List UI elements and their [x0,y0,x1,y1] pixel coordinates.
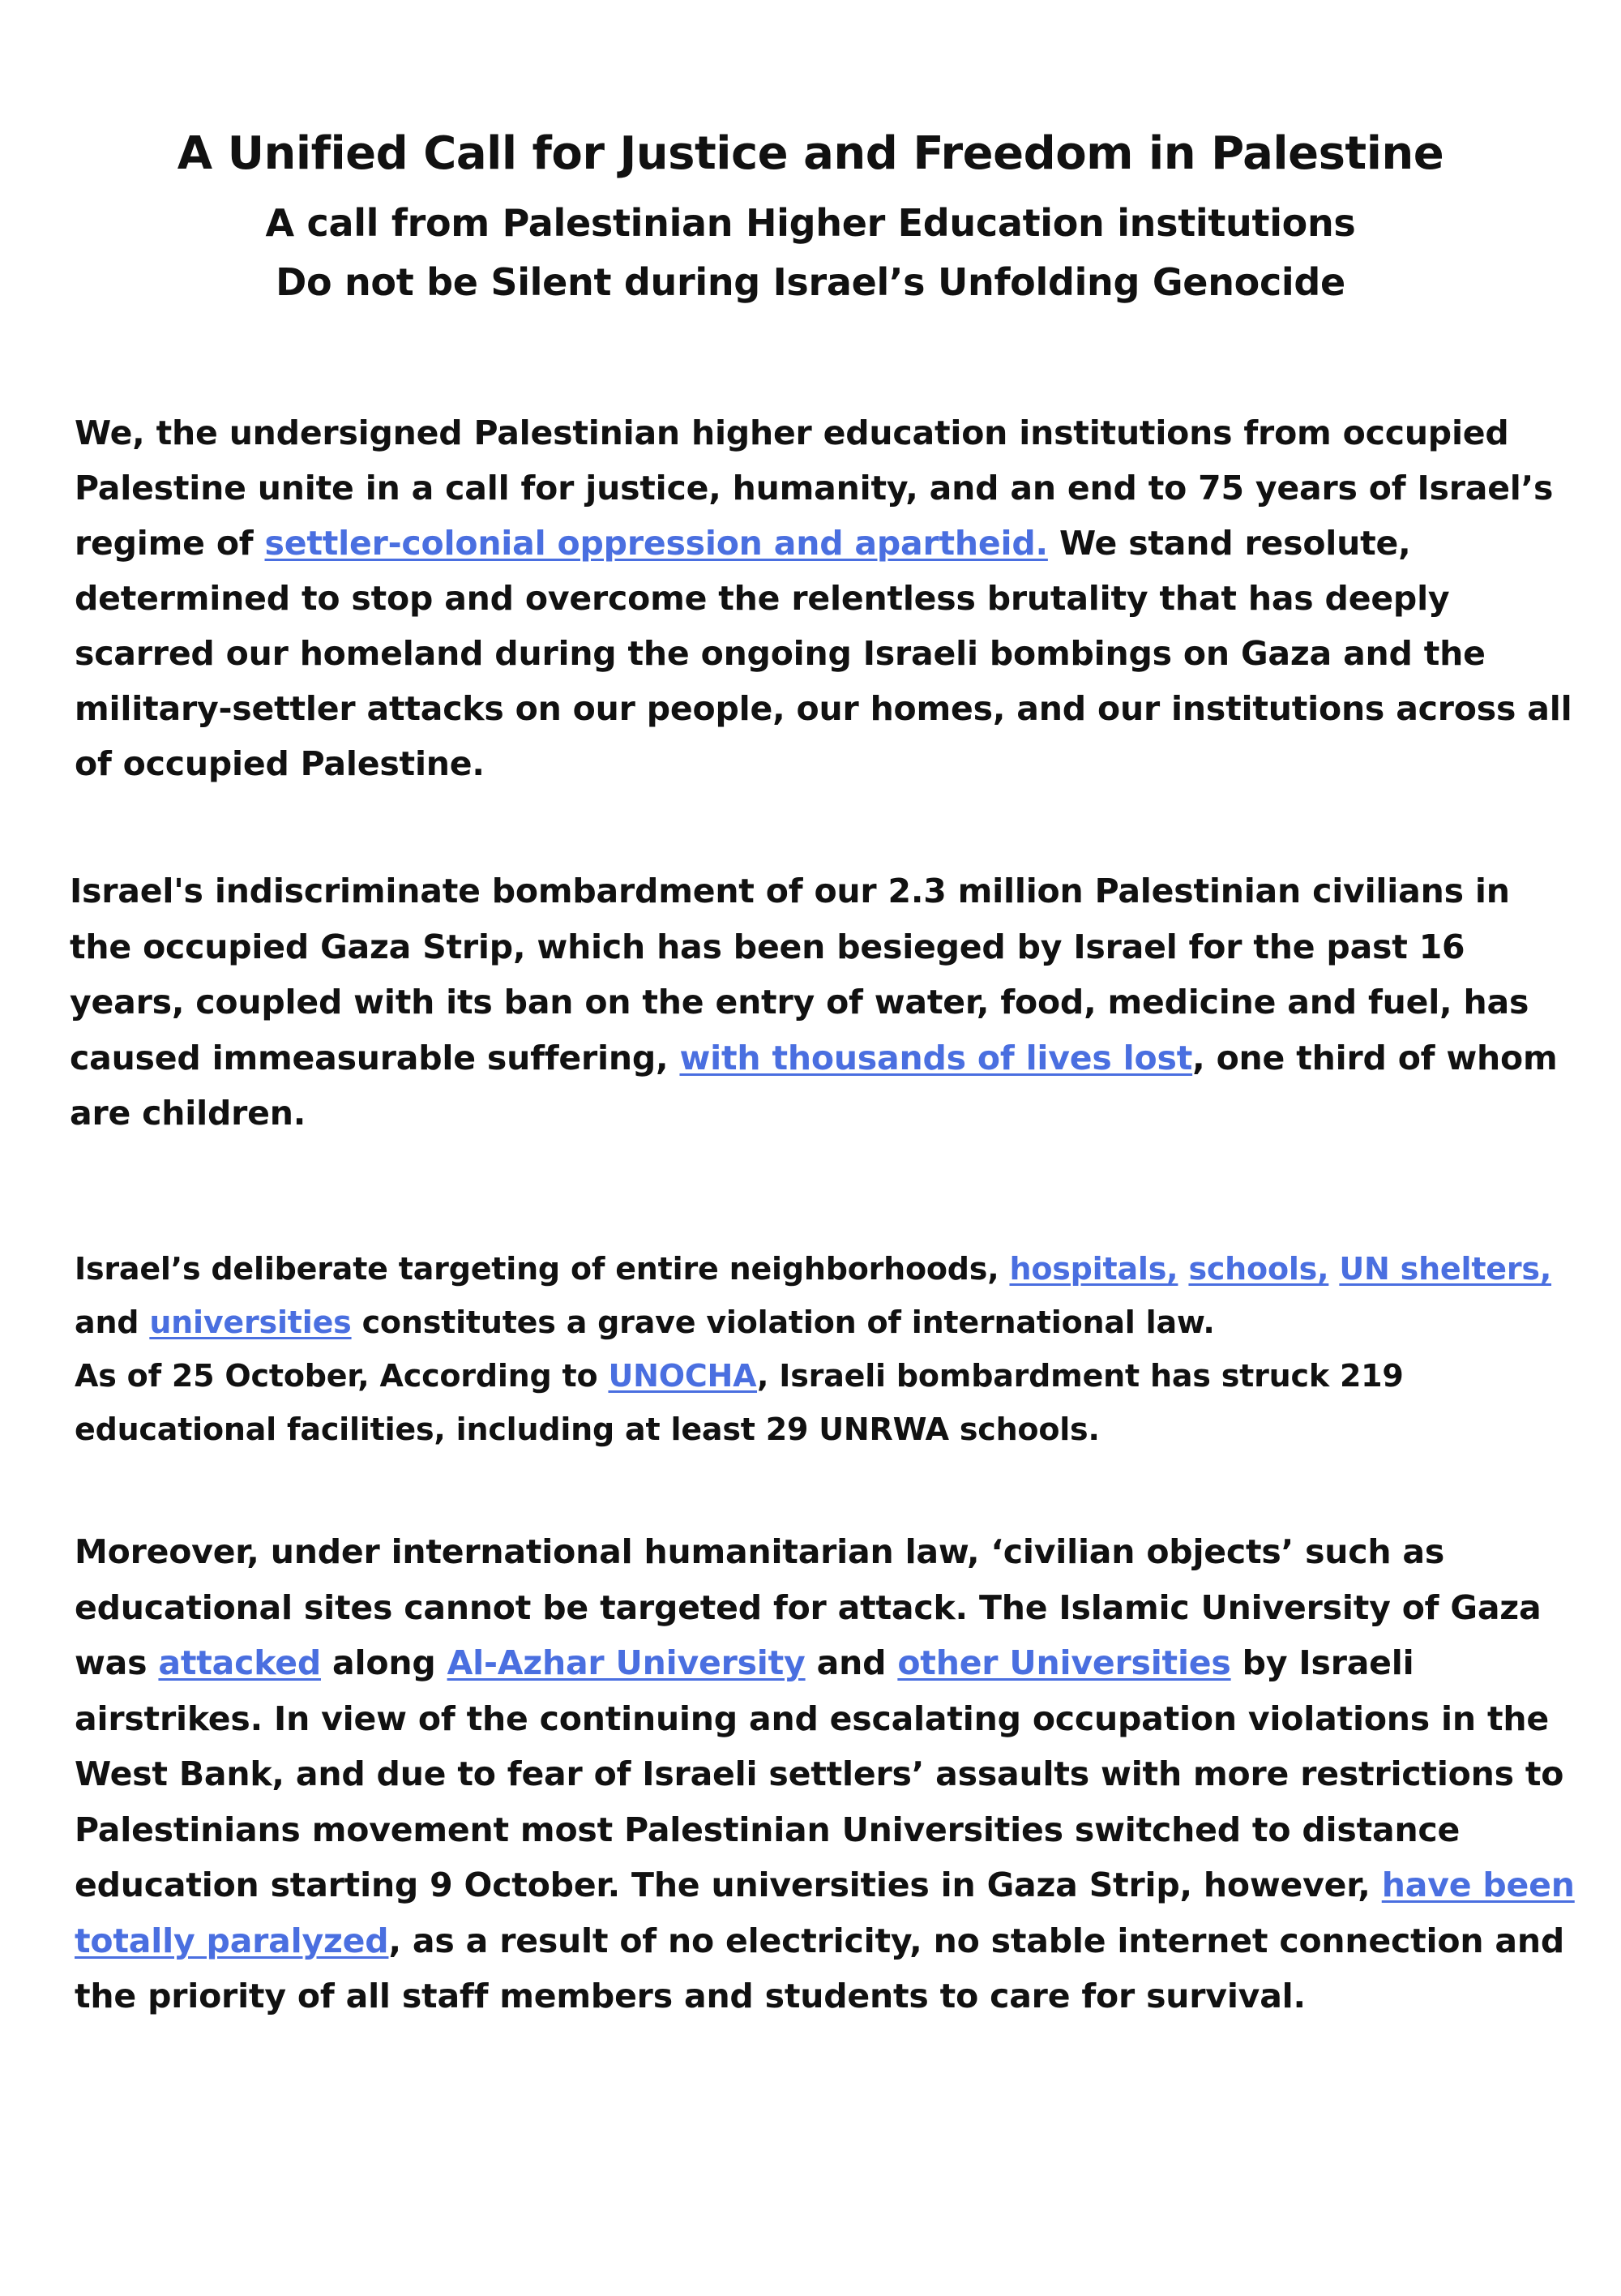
paragraph-text: Israel's indiscriminate bombardment of our 2.3 million Palestinian civilians in the occupied Gaza Strip, which has been besieged by Israel for the past 16 years, coupled with its ban on the entry of water, food, medicine and fuel, has caused immeasurable suffering, [70,872,1529,1077]
paragraph-text: and [805,1643,898,1682]
link-settler-colonial-oppression[interactable]: settler-colonial oppression and apartheid. [264,524,1048,563]
document-subtitle-institutions: A call from Palestinian Higher Education institutions [265,201,1356,245]
link-universities[interactable]: universities [149,1304,352,1340]
link-al-azhar-university[interactable]: Al-Azhar University [447,1643,806,1682]
paragraph-universities-attacked [75,1524,1582,2024]
link-thousands-of-lives-lost[interactable]: with thousands of lives lost [679,1038,1193,1077]
paragraph-text: Moreover, under international humanitarian law, ‘civilian objects’ such as educational sites cannot be targeted for attack. The Islamic University of Gaza was [75,1532,1542,1682]
link-other-universities[interactable]: other Universities [897,1643,1231,1682]
paragraph-text: constitutes a grave violation of international law. [351,1304,1215,1340]
link-hospitals[interactable]: hospitals, [1009,1251,1178,1287]
link-un-shelters[interactable]: UN shelters, [1339,1251,1552,1287]
paragraph-text: As of 25 October, According to [75,1358,609,1394]
paragraph-text: Israel’s deliberate targeting of entire neighborhoods, [75,1251,1010,1287]
document-title: A Unified Call for Justice and Freedom in Palestine [177,127,1444,180]
link-attacked[interactable]: attacked [158,1643,321,1682]
document-subtitle-genocide: Do not be Silent during Israel’s Unfolding Genocide [276,260,1345,304]
link-totally-paralyzed[interactable]: have been totally paralyzed [75,1866,1575,1960]
paragraph-text: , as a result of no electricity, no stable internet connection and the priority of all staff members and students to care for survival. [75,1921,1565,2015]
link-schools[interactable]: schools, [1188,1251,1329,1287]
paragraph-intro [75,405,1582,791]
paragraph-text: along [320,1643,447,1682]
paragraph-text: We stand resolute, determined to stop and overcome the relentless brutality that has deeply scarred our homeland during the ongoing Israeli bombings on Gaza and the military-settler attacks on our people, our homes, and our institutions across all of occupied Palestine. [75,524,1572,783]
paragraph-text: We, the undersigned Palestinian higher education institutions from occupied Palestine unite in a call for justice, humanity, and an end to 75 years of Israel’s regime of [75,413,1554,563]
paragraph-text: by Israeli airstrikes. In view of the continuing and escalating occupation violations in the West Bank, and due to fear of Israeli settlers’ assaults with more restrictions to Palestinians movement most Palestinian Universities switched to distance education starting 9 October. The universities in Gaza Strip, however, [75,1643,1564,1904]
paragraph-bombardment [70,863,1577,1142]
paragraph-targeting [75,1242,1582,1456]
paragraph-text: , Israeli bombardment has struck 219 educational facilities, including at least 29 UNRWA schools. [75,1358,1404,1447]
paragraph-text: , one third of whom are children. [70,1038,1558,1133]
paragraph-text: and [75,1304,150,1340]
link-unocha[interactable]: UNOCHA [608,1358,758,1394]
